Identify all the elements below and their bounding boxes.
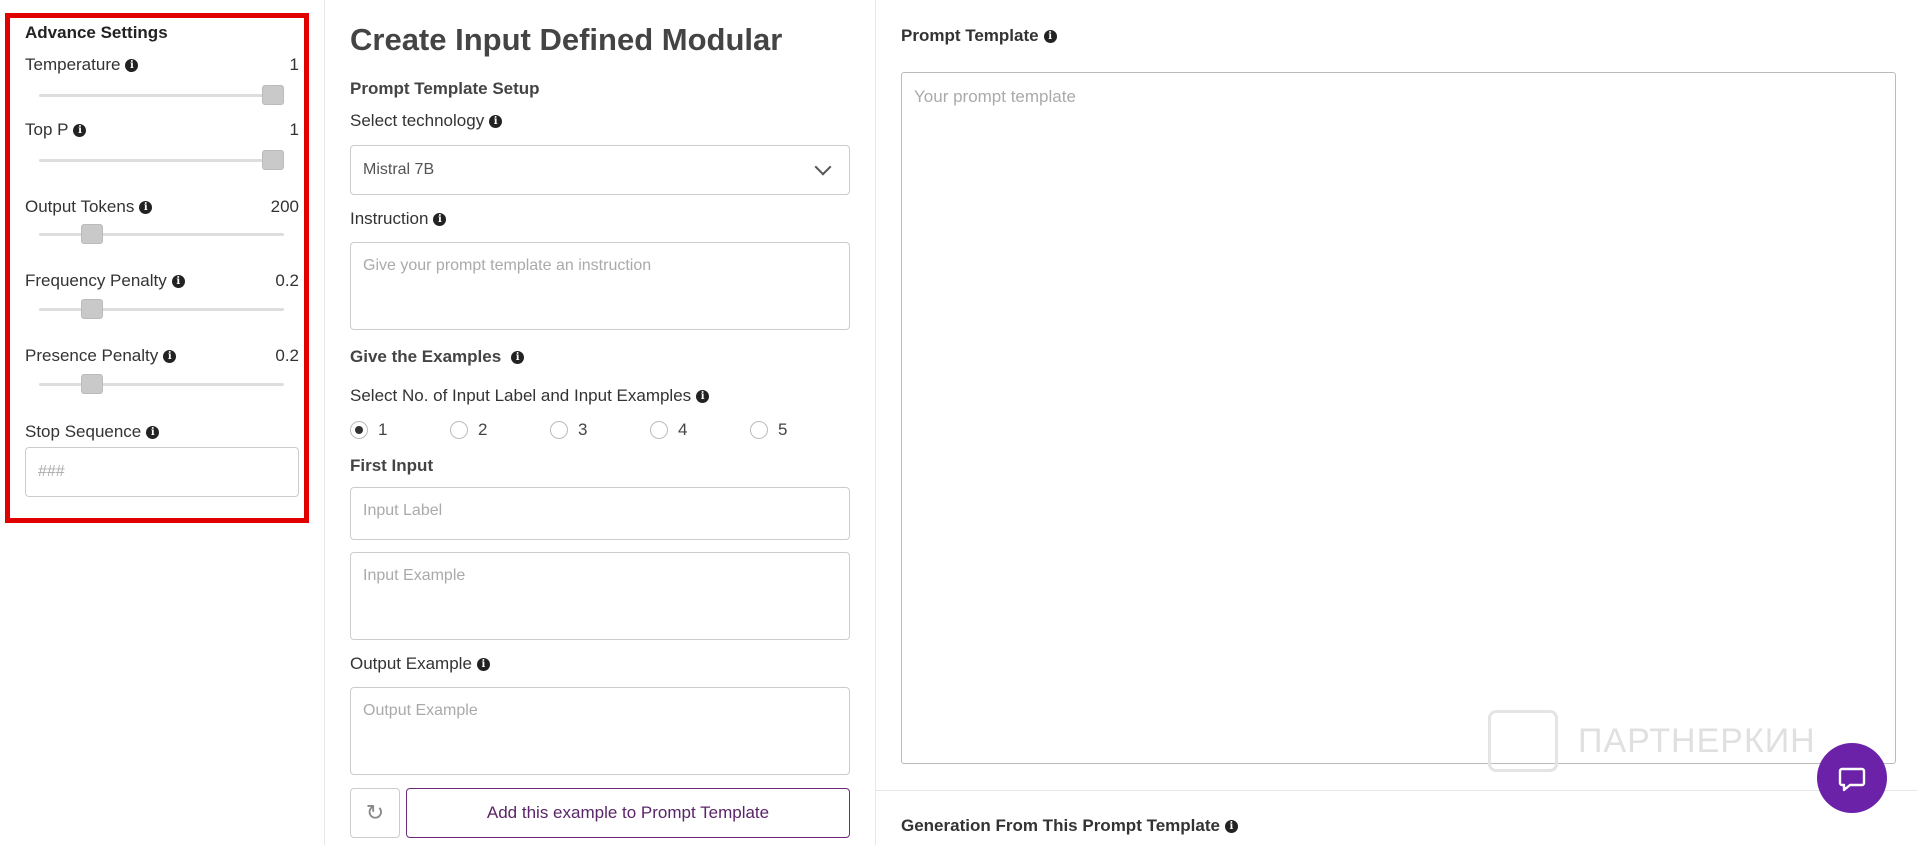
radio-option-2[interactable]: 2 xyxy=(450,420,487,440)
top-p-label: Top P xyxy=(25,120,69,139)
advanced-settings-title: Advance Settings xyxy=(25,23,168,42)
technology-label: Select technology xyxy=(350,111,485,130)
output-tokens-slider-thumb[interactable] xyxy=(81,224,103,244)
info-icon[interactable]: i xyxy=(139,201,152,214)
temperature-setting xyxy=(25,55,299,125)
presence-penalty-setting xyxy=(25,346,299,416)
instruction-placeholder: Give your prompt template an instruction xyxy=(363,257,652,274)
watermark xyxy=(1488,710,1816,772)
frequency-penalty-label: Frequency Penalty xyxy=(25,271,167,290)
instruction-textarea[interactable] xyxy=(350,242,850,330)
stop-sequence-input[interactable] xyxy=(25,447,299,497)
radio-option-1[interactable]: 1 xyxy=(350,420,387,440)
presence-penalty-value: 0.2 xyxy=(275,346,299,365)
top-p-setting xyxy=(25,120,299,190)
info-icon[interactable]: i xyxy=(172,275,185,288)
frequency-penalty-slider-track[interactable] xyxy=(39,308,284,311)
radio-icon xyxy=(650,421,668,439)
info-icon[interactable]: i xyxy=(163,350,176,363)
refresh-button[interactable] xyxy=(350,788,400,838)
radio-option-4[interactable]: 4 xyxy=(650,420,687,440)
temperature-label: Temperature xyxy=(25,55,121,74)
info-icon[interactable]: i xyxy=(511,351,524,364)
example-count-radio-group xyxy=(350,420,850,446)
info-icon[interactable]: i xyxy=(696,390,709,403)
setup-heading: Prompt Template Setup xyxy=(350,79,540,98)
info-icon[interactable]: i xyxy=(433,213,446,226)
add-example-button[interactable]: Add this example to Prompt Template xyxy=(406,788,850,838)
stop-sequence-setting xyxy=(25,422,299,446)
radio-option-5[interactable]: 5 xyxy=(750,420,787,440)
generation-label: Generation From This Prompt Template xyxy=(901,816,1220,835)
output-tokens-slider-track[interactable] xyxy=(39,233,284,236)
examples-heading: Give the Examples xyxy=(350,347,502,366)
prompt-template-placeholder: Your prompt template xyxy=(914,87,1076,106)
info-icon[interactable]: i xyxy=(1225,820,1238,833)
chat-icon xyxy=(1837,763,1867,793)
info-icon[interactable]: i xyxy=(489,115,502,128)
frequency-penalty-slider-thumb[interactable] xyxy=(81,299,103,319)
input-label-field[interactable] xyxy=(350,487,850,540)
input-example-textarea[interactable] xyxy=(350,552,850,640)
radio-icon xyxy=(550,421,568,439)
first-input-heading: First Input xyxy=(350,456,434,475)
refresh-icon: ↻ xyxy=(365,800,385,825)
output-tokens-label: Output Tokens xyxy=(25,197,135,216)
input-label-placeholder: Input Label xyxy=(363,502,443,519)
output-tokens-value: 200 xyxy=(270,197,299,216)
top-p-slider-thumb[interactable] xyxy=(262,150,284,170)
template-setup-panel xyxy=(350,0,850,845)
frequency-penalty-setting xyxy=(25,271,299,341)
temperature-slider-thumb[interactable] xyxy=(262,85,284,105)
advanced-settings-panel xyxy=(0,0,325,845)
chat-button[interactable] xyxy=(1817,743,1887,813)
radio-option-3[interactable]: 3 xyxy=(550,420,587,440)
info-icon[interactable]: i xyxy=(1044,30,1057,43)
output-example-label: Output Example xyxy=(350,654,472,673)
stop-sequence-label: Stop Sequence xyxy=(25,422,142,441)
info-icon[interactable]: i xyxy=(477,658,490,671)
technology-select[interactable] xyxy=(350,145,850,195)
frequency-penalty-value: 0.2 xyxy=(275,271,299,290)
technology-value: Mistral 7B xyxy=(363,161,435,178)
chevron-down-icon xyxy=(815,159,832,176)
presence-penalty-slider-thumb[interactable] xyxy=(81,374,103,394)
watermark-text: ПАРТНЕРКИН xyxy=(1578,721,1816,760)
temperature-value: 1 xyxy=(289,55,299,74)
presence-penalty-label: Presence Penalty xyxy=(25,346,159,365)
info-icon[interactable]: i xyxy=(73,124,86,137)
info-icon[interactable]: i xyxy=(146,426,159,439)
example-count-label: Select No. of Input Label and Input Examples xyxy=(350,386,692,405)
radio-selected-icon xyxy=(350,421,368,439)
watermark-logo-icon xyxy=(1488,710,1558,772)
page-title: Create Input Defined Modular xyxy=(350,22,783,57)
info-icon[interactable]: i xyxy=(125,59,138,72)
output-example-placeholder: Output Example xyxy=(363,702,478,719)
output-example-textarea[interactable] xyxy=(350,687,850,775)
radio-icon xyxy=(450,421,468,439)
prompt-template-label: Prompt Template xyxy=(901,26,1039,45)
divider xyxy=(876,790,1917,791)
radio-icon xyxy=(750,421,768,439)
top-p-slider-track[interactable] xyxy=(39,159,284,162)
prompt-template-textarea[interactable] xyxy=(901,72,1896,764)
presence-penalty-slider-track[interactable] xyxy=(39,383,284,386)
temperature-slider-track[interactable] xyxy=(39,94,284,97)
top-p-value: 1 xyxy=(289,120,299,139)
input-example-placeholder: Input Example xyxy=(363,567,466,584)
output-tokens-setting xyxy=(25,197,299,267)
instruction-label: Instruction xyxy=(350,209,429,228)
